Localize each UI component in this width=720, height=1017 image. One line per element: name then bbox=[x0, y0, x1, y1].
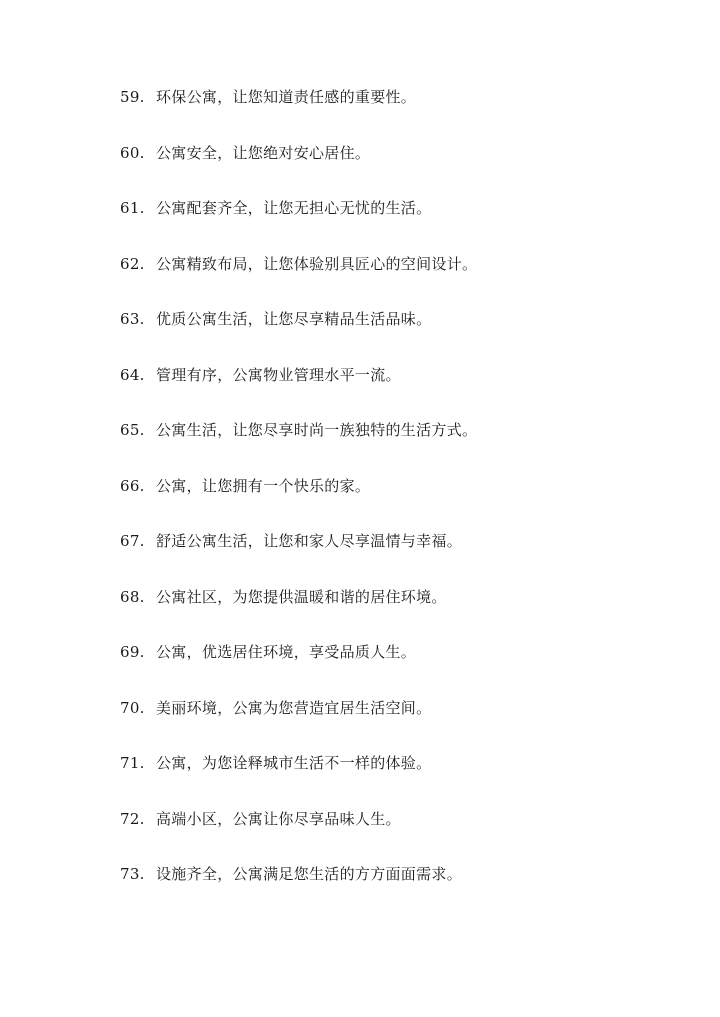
item-text: 高端小区，公寓让你尽享品味人生。 bbox=[156, 809, 401, 828]
item-text: 公寓生活，让您尽享时尚一族独特的生活方式。 bbox=[156, 421, 478, 439]
list-item bbox=[120, 85, 680, 141]
item-number: 59. bbox=[120, 88, 145, 106]
item-text: 舒适公寓生活，让您和家人尽享温情与幸福。 bbox=[156, 532, 463, 550]
item-number: 71. bbox=[120, 754, 145, 772]
list-item bbox=[120, 585, 680, 641]
item-text: 公寓配套齐全，让您无担心无忧的生活。 bbox=[156, 199, 432, 217]
item-number: 65. bbox=[120, 421, 145, 439]
slogan-list bbox=[120, 85, 680, 918]
list-item bbox=[120, 474, 680, 530]
list-item bbox=[120, 196, 680, 252]
item-number: 70. bbox=[120, 698, 145, 717]
list-item bbox=[120, 751, 680, 807]
item-text: 优质公寓生活，让您尽享精品生活品味。 bbox=[156, 310, 432, 328]
item-number: 72. bbox=[120, 809, 145, 828]
item-text: 环保公寓，让您知道责任感的重要性。 bbox=[156, 88, 417, 106]
list-item bbox=[120, 529, 680, 585]
item-number: 62. bbox=[120, 254, 145, 273]
list-item bbox=[120, 418, 680, 474]
list-item bbox=[120, 363, 680, 419]
item-text: 公寓安全，让您绝对安心居住。 bbox=[156, 143, 371, 162]
list-item bbox=[120, 807, 680, 863]
item-number: 67. bbox=[120, 532, 145, 550]
item-number: 60. bbox=[120, 143, 145, 162]
item-text: 管理有序，公寓物业管理水平一流。 bbox=[156, 365, 401, 384]
list-item bbox=[120, 696, 680, 752]
list-item bbox=[120, 252, 680, 308]
item-text: 美丽环境，公寓为您营造宜居生活空间。 bbox=[156, 698, 432, 717]
item-number: 68. bbox=[120, 587, 145, 606]
item-number: 63. bbox=[120, 310, 145, 328]
item-number: 73. bbox=[120, 865, 145, 883]
item-number: 61. bbox=[120, 199, 145, 217]
item-text: 设施齐全，公寓满足您生活的方方面面需求。 bbox=[156, 865, 463, 883]
item-text: 公寓，让您拥有一个快乐的家。 bbox=[156, 476, 371, 495]
item-text: 公寓，为您诠释城市生活不一样的体验。 bbox=[156, 754, 432, 772]
list-item bbox=[120, 141, 680, 197]
item-number: 66. bbox=[120, 476, 145, 495]
list-item bbox=[120, 862, 680, 918]
item-text: 公寓精致布局，让您体验别具匠心的空间设计。 bbox=[156, 254, 478, 273]
item-number: 64. bbox=[120, 365, 145, 384]
list-item bbox=[120, 640, 680, 696]
list-item bbox=[120, 307, 680, 363]
item-text: 公寓社区，为您提供温暖和谐的居住环境。 bbox=[156, 587, 447, 606]
item-number: 69. bbox=[120, 643, 145, 661]
item-text: 公寓，优选居住环境，享受品质人生。 bbox=[156, 643, 417, 661]
